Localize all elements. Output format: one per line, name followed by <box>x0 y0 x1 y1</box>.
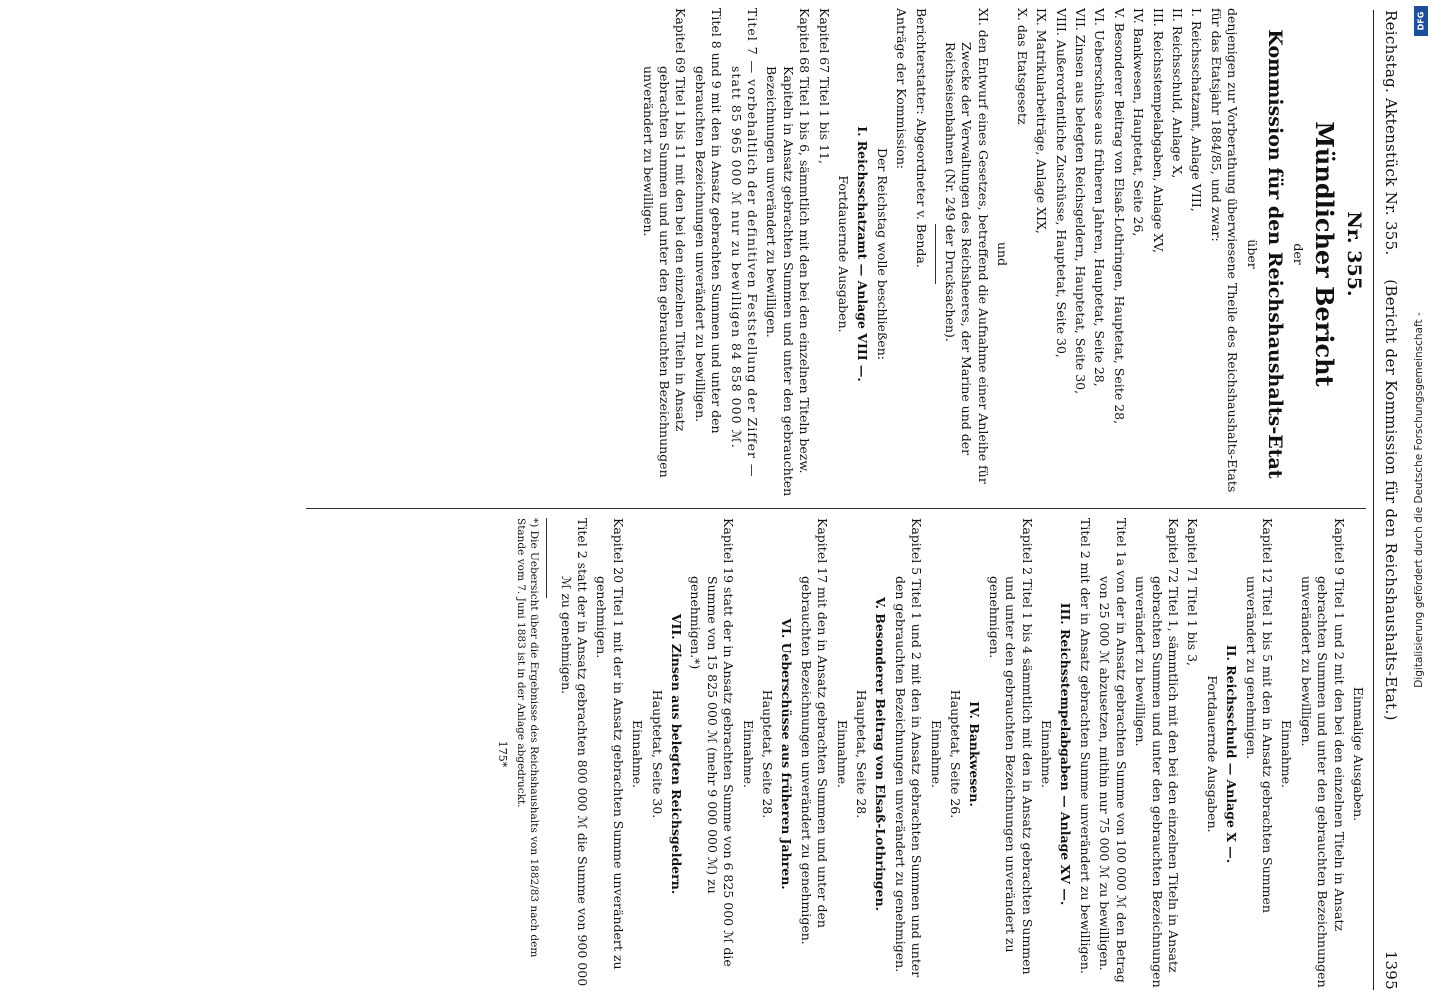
subheading: Hauptetat, Seite 30. <box>649 689 665 819</box>
subheading: Einnahme. <box>1039 720 1055 788</box>
chapter-entry: Titel 2 statt der in Ansatz gebrachten 800 000 ℳ die Summe von 900 000 ℳ zu genehmigen. <box>558 518 590 987</box>
chapter-entry: Titel 7 — vorbehaltlich der definitiven Feststellung der Ziffer — statt 85 965 000 ℳ nur zu bewilligen 84 858 000 ℳ. <box>728 8 761 478</box>
list-item: II. Reichsschuld, Anlage X, <box>1169 8 1185 179</box>
chapter-entry: Kapitel 2 Titel 1 bis 4 sämmtlich mit den in Ansatz gebrachten Summen und unter den gebrauchten Bezeichnungen unverändert zu genehmigen. <box>986 518 1035 975</box>
dfg-logo-badge <box>1414 6 1428 36</box>
rapporteur: Berichterstatter: Abgeordneter v. Benda. <box>913 8 929 268</box>
sheet-number: 175* <box>496 740 510 768</box>
section-heading: IV. Bankwesen. <box>967 701 983 807</box>
dfg-badge-text: DFG <box>1416 11 1426 31</box>
list-item: I. Reichsschatzamt, Anlage VIII, <box>1189 8 1205 212</box>
list-item: VIII. Außerordentliche Zuschüsse, Hauptetat, Seite 30, <box>1053 8 1069 358</box>
title-ueber: über <box>1244 239 1260 269</box>
section-heading: V. Besonderer Beitrag von Elsaß-Lothringen. <box>873 597 889 911</box>
credit-text: Digitalisierung gefördert durch die Deutsche Forschungsgemeinschaft - <box>1413 312 1425 688</box>
chapter-entry: Kapitel 17 mit den in Ansatz gebrachten Summen und unter den gebrauchten Bezeichnungen unverändert zu genehmigen. <box>798 518 831 945</box>
chapter-entry: Kapitel 20 Titel 1 mit der in Ansatz gebrachten Summe unverändert zu genehmigen. <box>594 518 626 970</box>
chapter-entry: Kapitel 67 Titel 1 bis 11, <box>816 8 832 164</box>
list-item: III. Reichsstempelabgaben, Anlage XV, <box>1150 8 1166 254</box>
subheading: Fortdauernde Ausgaben. <box>836 175 852 333</box>
resolution-line: Der Reichstag wolle beschließen: <box>874 148 890 360</box>
chapter-entry: Titel 8 und 9 mit den in Ansatz gebrachten Summen und unter den gebrauchten Bezeichnungen unverändert zu bewilligen. <box>692 8 725 434</box>
chapter-entry: Kapitel 5 Titel 1 und 2 mit den in Ansatz gebrachten Summen und unter den gebrauchten Bezeichnungen unverändert zu genehmigen. <box>892 518 925 978</box>
left-column <box>636 8 1366 500</box>
subheading: Einnahme. <box>630 720 646 788</box>
footnote-rule <box>546 518 547 598</box>
list-item: XI. den Entwurf eines Gesetzes, betreffend die Aufnahme einer Anleihe für Zwecke der Verwaltungen des Reichsheeres, der Marine und der Reichseisenbahnen (Nr. 249 der Drucksachen). <box>943 8 991 484</box>
subheading: Hauptetat, Seite 28. <box>854 689 870 819</box>
subheading: Fortdauernde Ausgaben. <box>1204 675 1220 833</box>
page-header <box>1373 10 1406 990</box>
chapter-entry: Kapitel 69 Titel 1 bis 11 mit den bei den einzelnen Titeln in Ansatz gebrachten Summen und unter den gebrauchten Bezeichnungen unverändert zu bewilligen. <box>640 8 689 478</box>
header-center: (Bericht der Kommission für den Reichshaushalts-Etat.) <box>1382 279 1400 721</box>
list-item: IX. Matrikularbeiträge, Anlage XIX, <box>1034 8 1050 234</box>
subheading: Einmalige Ausgaben. <box>1351 686 1366 822</box>
page-number: 1395 <box>1382 950 1400 990</box>
list-item: X. das Etatsgesetz <box>1014 8 1030 125</box>
section-heading: II. Reichsschuld — Anlage X —. <box>1224 644 1240 864</box>
chapter-entry: Kapitel 9 Titel 1 und 2 mit den bei den einzelnen Titeln in Ansatz gebrachten Summen und unter den gebrauchten Bezeichnungen unverändert zu bewilligen. <box>1298 518 1347 988</box>
chapter-entry: Kapitel 19 statt der in Ansatz gebrachten Summe von 6 825 000 ℳ die Summe von 15 825 000 ℳ (mehr 9 000 000 ℳ) zu genehmigen.*) <box>688 518 737 967</box>
right-column <box>491 518 1366 990</box>
commission-title: Kommission für den Reichshaushalts-Etat <box>1263 29 1286 479</box>
topic-list <box>942 8 1205 500</box>
document-title: Mündlicher Bericht <box>1310 121 1339 387</box>
short-rule <box>935 224 936 284</box>
subheading: Einnahme. <box>928 720 944 788</box>
chapter-entry: Titel 2 mit der in Ansatz gebrachten Summe unverändert zu bewilligen. <box>1077 518 1093 974</box>
subheading: Einnahme. <box>834 720 850 788</box>
section-heading: VII. Zinsen aus belegten Reichsgeldern. <box>668 613 684 895</box>
section-heading: I. Reichsschatzamt — Anlage VIII —. <box>855 126 871 382</box>
section-heading: VI. Ueberschüsse aus früheren Jahren. <box>779 618 795 890</box>
chapter-entry: Kapitel 71 Titel 1 bis 3, <box>1185 518 1201 667</box>
document-page <box>15 0 1410 1000</box>
list-item: VI. Ueberschüsse aus früheren Jahren, Hauptetat, Seite 28, <box>1092 8 1108 387</box>
chapter-entry: Kapitel 68 Titel 1 bis 6, sämmtlich mit den bei den einzelnen Titeln bezw. Kapiteln in Ansatz gebrachten Summen und unter den gebrauchten Bezeichnungen unverändert zu bewilligen. <box>764 8 813 497</box>
chapter-entry: Kapitel 12 Titel 1 bis 5 mit den in Ansatz gebrachten Summen unverändert zu genehmigen. <box>1243 518 1275 913</box>
commission-motions: Anträge der Kommission: <box>894 8 910 170</box>
document-number: Nr. 355. <box>1343 211 1365 297</box>
title-der: der <box>1291 243 1306 265</box>
subheading: Einnahme. <box>740 720 756 788</box>
intro-paragraph: denjenigen zur Vorberathung überwiesene Theile des Reichshaushalts-Etats für das Etatsjahr 1884/85, und zwar: <box>1208 8 1241 493</box>
list-item: IV. Bankwesen, Hauptetat, Seite 26, <box>1131 8 1147 237</box>
list-und: und <box>995 241 1011 267</box>
column-divider <box>306 508 1366 509</box>
digitization-credit <box>1406 0 1432 1000</box>
subheading: Hauptetat, Seite 26. <box>948 689 964 819</box>
header-left: Reichstag. Aktenstück Nr. 355. <box>1382 10 1400 256</box>
chapter-entry: Titel 1a von der in Ansatz gebrachten Summe von 100 000 ℳ den Betrag von 25 000 ℳ abzusetzen, mithin nur 75 000 ℳ zu bewilligen. <box>1097 518 1129 983</box>
chapter-entry: Kapitel 72 Titel 1, sämmtlich mit den bei den einzelnen Titeln in Ansatz gebrachten Summen und unter den gebrauchten Bezeichnungen unverändert zu bewilligen. <box>1133 518 1181 988</box>
subheading: Hauptetat, Seite 28. <box>760 689 775 819</box>
subheading: Einnahme. <box>1279 720 1295 788</box>
footnote: *) Die Uebersicht über die Ergebnisse des Reichshaushalts von 1882/83 nach dem Stande vom 7. Juni 1883 ist in der Anlage abgedruckt. <box>515 518 541 958</box>
list-item: V. Besonderer Beitrag von Elsaß-Lothringen, Hauptetat, Seite 28, <box>1111 8 1127 425</box>
list-item: VII. Zinsen aus belegten Reichsgeldern, Hauptetat, Seite 30, <box>1072 8 1088 395</box>
section-heading: III. Reichsstempelabgaben — Anlage XV —. <box>1058 602 1074 906</box>
